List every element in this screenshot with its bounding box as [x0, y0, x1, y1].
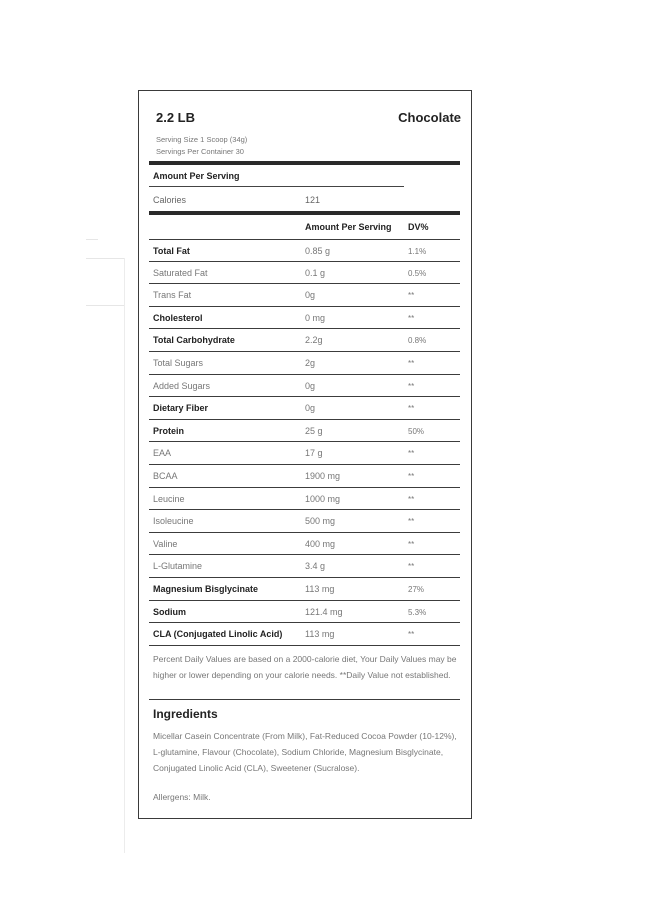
nutrient-amount: 1000 mg — [305, 493, 341, 504]
nutrient-row — [149, 284, 460, 307]
background-artifact-line — [86, 258, 124, 259]
nutrient-name: Dietary Fiber — [153, 403, 209, 414]
nutrient-amount: 121.4 mg — [305, 606, 343, 617]
thick-divider — [149, 161, 460, 165]
nutrient-name: Total Carbohydrate — [153, 335, 235, 346]
nutrient-table — [149, 239, 460, 646]
background-artifact-line — [124, 258, 125, 853]
nutrient-daily-value: ** — [408, 291, 415, 301]
nutrient-daily-value: 5.3% — [408, 607, 427, 617]
amount-per-serving-heading: Amount Per Serving — [153, 171, 240, 181]
nutrient-name: Added Sugars — [153, 380, 211, 391]
nutrient-name: Sodium — [153, 606, 186, 617]
nutrient-name: Trans Fat — [153, 290, 192, 301]
product-weight: 2.2 LB — [156, 110, 196, 125]
nutrient-amount: 0 mg — [305, 312, 326, 323]
divider — [149, 186, 404, 187]
nutrient-daily-value: 0.8% — [408, 336, 427, 346]
nutrient-amount: 500 mg — [305, 516, 336, 527]
daily-value-footnote: Percent Daily Values are based on a 2000-calorie diet, Your Daily Values may be higher or lower depending on your calorie needs. **Daily Value not established. — [153, 654, 457, 680]
nutrient-amount: 0g — [305, 290, 316, 301]
calories-value: 121 — [305, 195, 321, 205]
ingredients-list: Micellar Casein Concentrate (From Milk), Fat-Reduced Cocoa Powder (10-12%), L-glutamine, Flavour (Chocolate), Sodium Chloride, Magnesium Bisglycinate, Conjugated Linolic Acid (CLA), Sweetener (Sucralose). — [153, 731, 457, 773]
nutrient-daily-value: ** — [408, 494, 415, 504]
nutrient-row — [149, 623, 460, 646]
nutrient-amount: 17 g — [305, 448, 323, 459]
servings-per-container: Servings Per Container 30 — [156, 147, 244, 156]
nutrient-daily-value: ** — [408, 358, 415, 368]
nutrient-daily-value: 0.5% — [408, 268, 427, 278]
nutrient-row — [149, 442, 460, 465]
nutrient-amount: 3.4 g — [305, 561, 326, 572]
serving-size: Serving Size 1 Scoop (34g) — [156, 135, 248, 144]
nutrient-name: L-Glutamine — [153, 561, 203, 572]
nutrient-row — [149, 239, 460, 262]
nutrient-amount: 1900 mg — [305, 470, 341, 481]
nutrient-row — [149, 397, 460, 420]
background-artifact-line — [86, 239, 98, 240]
nutrient-daily-value: ** — [408, 517, 415, 527]
nutrition-facts-panel — [138, 90, 472, 819]
nutrient-row — [149, 307, 460, 330]
nutrient-amount: 0g — [305, 403, 316, 414]
nutrient-name: Valine — [153, 538, 178, 549]
nutrient-row — [149, 533, 460, 556]
nutrient-row — [149, 578, 460, 601]
nutrient-amount: 2.2g — [305, 335, 323, 346]
nutrient-name: BCAA — [153, 470, 178, 481]
nutrient-name: Total Sugars — [153, 357, 204, 368]
nutrient-name: Magnesium Bisglycinate — [153, 583, 259, 594]
calories-label: Calories — [153, 195, 187, 205]
nutrient-name: Leucine — [153, 493, 185, 504]
nutrient-daily-value: 50% — [408, 426, 425, 436]
nutrient-daily-value: ** — [408, 471, 415, 481]
nutrient-daily-value: ** — [408, 404, 415, 414]
divider — [149, 699, 460, 700]
nutrient-amount: 0g — [305, 380, 316, 391]
allergens-statement: Allergens: Milk. — [153, 792, 211, 802]
nutrient-amount: 2g — [305, 357, 316, 368]
nutrient-row — [149, 352, 460, 375]
nutrient-amount: 113 mg — [305, 629, 335, 640]
nutrient-row — [149, 555, 460, 578]
nutrient-daily-value: 27% — [408, 584, 425, 594]
nutrient-amount: 113 mg — [305, 583, 335, 594]
nutrient-name: Total Fat — [153, 246, 190, 256]
nutrient-name: Cholesterol — [153, 312, 203, 323]
column-header-amount: Amount Per Serving — [305, 222, 392, 232]
nutrient-daily-value: ** — [408, 313, 415, 323]
nutrient-name: Saturated Fat — [153, 267, 208, 278]
nutrient-amount: 0.1 g — [305, 267, 326, 278]
nutrient-name: Isoleucine — [153, 516, 194, 527]
ingredients-heading: Ingredients — [153, 707, 218, 721]
nutrient-row — [149, 329, 460, 352]
product-flavor: Chocolate — [398, 110, 461, 125]
nutrient-row — [149, 510, 460, 533]
nutrient-row — [149, 465, 460, 488]
column-header-dv: DV% — [408, 222, 429, 232]
nutrient-name: Protein — [153, 425, 185, 436]
nutrient-row — [149, 601, 460, 624]
nutrient-row — [149, 488, 460, 511]
nutrient-daily-value: ** — [408, 381, 415, 391]
background-artifact-line — [86, 305, 124, 306]
nutrient-amount: 0.85 g — [305, 246, 331, 256]
nutrient-name: CLA (Conjugated Linolic Acid) — [153, 629, 283, 640]
nutrient-daily-value: ** — [408, 562, 415, 572]
nutrient-amount: 25 g — [305, 425, 323, 436]
nutrient-row — [149, 262, 460, 285]
nutrient-row — [149, 420, 460, 443]
thick-divider — [149, 211, 460, 215]
nutrient-daily-value: 1.1% — [408, 247, 427, 256]
nutrient-daily-value: ** — [408, 630, 415, 640]
nutrient-row — [149, 375, 460, 398]
nutrient-name: EAA — [153, 448, 172, 459]
nutrient-amount: 400 mg — [305, 538, 336, 549]
nutrient-daily-value: ** — [408, 539, 415, 549]
nutrient-daily-value: ** — [408, 449, 415, 459]
